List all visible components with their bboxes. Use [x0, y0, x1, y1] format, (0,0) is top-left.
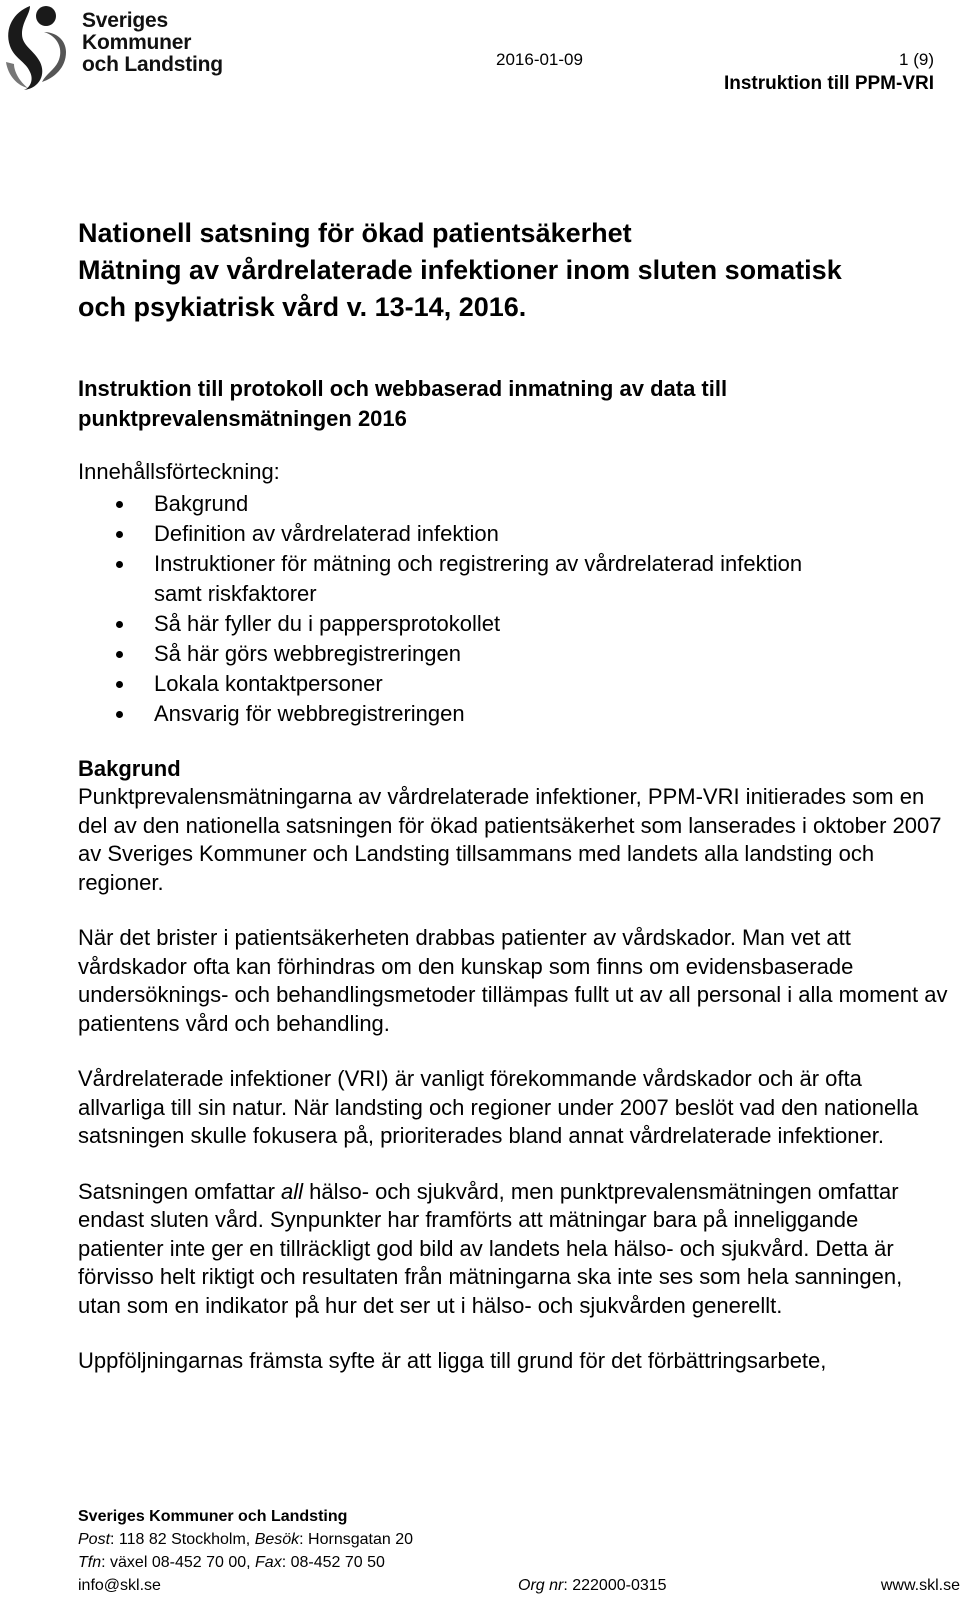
skl-emblem-icon [0, 2, 72, 92]
section-heading: Bakgrund [78, 756, 181, 781]
title-line-3: och psykiatrisk vård v. 13-14, 2016. [78, 292, 527, 322]
logo-line-1: Sveriges [82, 9, 168, 32]
toc-item: Så här fyller du i pappersprotokollet [78, 609, 958, 639]
toc-item: Så här görs webbregistreringen [78, 639, 958, 669]
paragraph-4: Satsningen omfattar all hälso- och sjukvård, men punktprevalensmätningen omfattar endast sluten vård. Synpunkter har framförts att mätningar bara på inneliggande patienter inte ger en tillräckligt god bild av landets hela hälso- och sjukvård. Detta är förvisso helt riktigt och resultaten från mätningarna ska inte ses som hela sanningen, utan som en indikator på hur det ser ut i hälso- och sjukvården generellt. [78, 1178, 903, 1318]
subtitle-line-1: Instruktion till protokoll och webbaserad inmatning av data till [78, 376, 728, 401]
footer-website-link[interactable]: www.skl.se [880, 1577, 960, 1594]
document-body [78, 215, 958, 1403]
header-page-number: 1 (9) [899, 50, 934, 69]
paragraph-2: När det brister i patientsäkerheten drabbas patienter av vårdskador. Man vet att vårdskador ofta kan förhindras om den kunskap som finns om evidensbaserade undersöknings- och behandlingsmetoder tillämpas fullt ut av all personal i alla moment av patientens vård och behandling. [78, 925, 948, 1036]
page-footer [78, 1505, 960, 1597]
subtitle-line-2: punktprevalensmätningen 2016 [78, 406, 407, 431]
bullet-icon [116, 651, 123, 658]
footer-email-link[interactable]: info@skl.se [78, 1577, 161, 1594]
toc-heading: Innehållsförteckning: [78, 459, 280, 484]
paragraph-1: Punktprevalensmätningarna av vårdrelaterade infektioner, PPM-VRI initierades som en del av den nationella satsningen för ökad patientsäkerhet som lanserades i oktober 2007 av Sveriges Kommuner och Landsting tillsammans med landets alla landsting och regioner. [78, 784, 942, 895]
header-date: 2016-01-09 [496, 50, 583, 69]
bullet-icon [116, 621, 123, 628]
toc-item: Ansvarig för webbregistreringen [78, 699, 958, 729]
skl-logo [0, 0, 230, 95]
toc-item: Lokala kontaktpersoner [78, 669, 958, 699]
emphasis: all [281, 1178, 304, 1204]
document-subtitle [78, 374, 958, 434]
toc-item: Instruktioner för mätning och registrering av vårdrelaterad infektion samt riskfaktorer [78, 549, 958, 609]
toc-item: Bakgrund [78, 489, 958, 519]
bullet-icon [116, 681, 123, 688]
footer-bottom-row [78, 1574, 960, 1597]
logo-line-3: och Landsting [82, 53, 223, 76]
footer-address: Post: 118 82 Stockholm, Besök: Hornsgatan 20 [78, 1531, 414, 1548]
footer-phone: Tfn: växel 08-452 70 00, Fax: 08-452 70 50 [78, 1554, 385, 1571]
bullet-icon [116, 711, 123, 718]
bullet-icon [116, 501, 123, 508]
bullet-icon [116, 531, 123, 538]
title-line-2: Mätning av vårdrelaterade infektioner inom sluten somatisk [78, 255, 842, 285]
toc-item: Definition av vårdrelaterad infektion [78, 519, 958, 549]
table-of-contents [78, 489, 958, 729]
paragraph-3: Vårdrelaterade infektioner (VRI) är vanligt förekommande vårdskador och är ofta allvarliga till sin natur. När landsting och regioner under 2007 beslöt vad den nationella satsningen skulle fokusera på, prioriterades bland annat vårdrelaterade infektioner. [78, 1066, 919, 1148]
title-line-1: Nationell satsning för ökad patientsäkerhet [78, 218, 632, 248]
header-doc-title: Instruktion till PPM-VRI [723, 73, 934, 94]
paragraph-5: Uppföljningarnas främsta syfte är att ligga till grund för det förbättringsarbete, [78, 1348, 827, 1373]
bullet-icon [116, 561, 123, 568]
footer-org-number: Org nr: 222000-0315 [518, 1577, 667, 1594]
logo-line-2: Kommuner [82, 31, 192, 54]
footer-org-name: Sveriges Kommuner och Landsting [78, 1508, 348, 1525]
document-title [78, 215, 958, 326]
